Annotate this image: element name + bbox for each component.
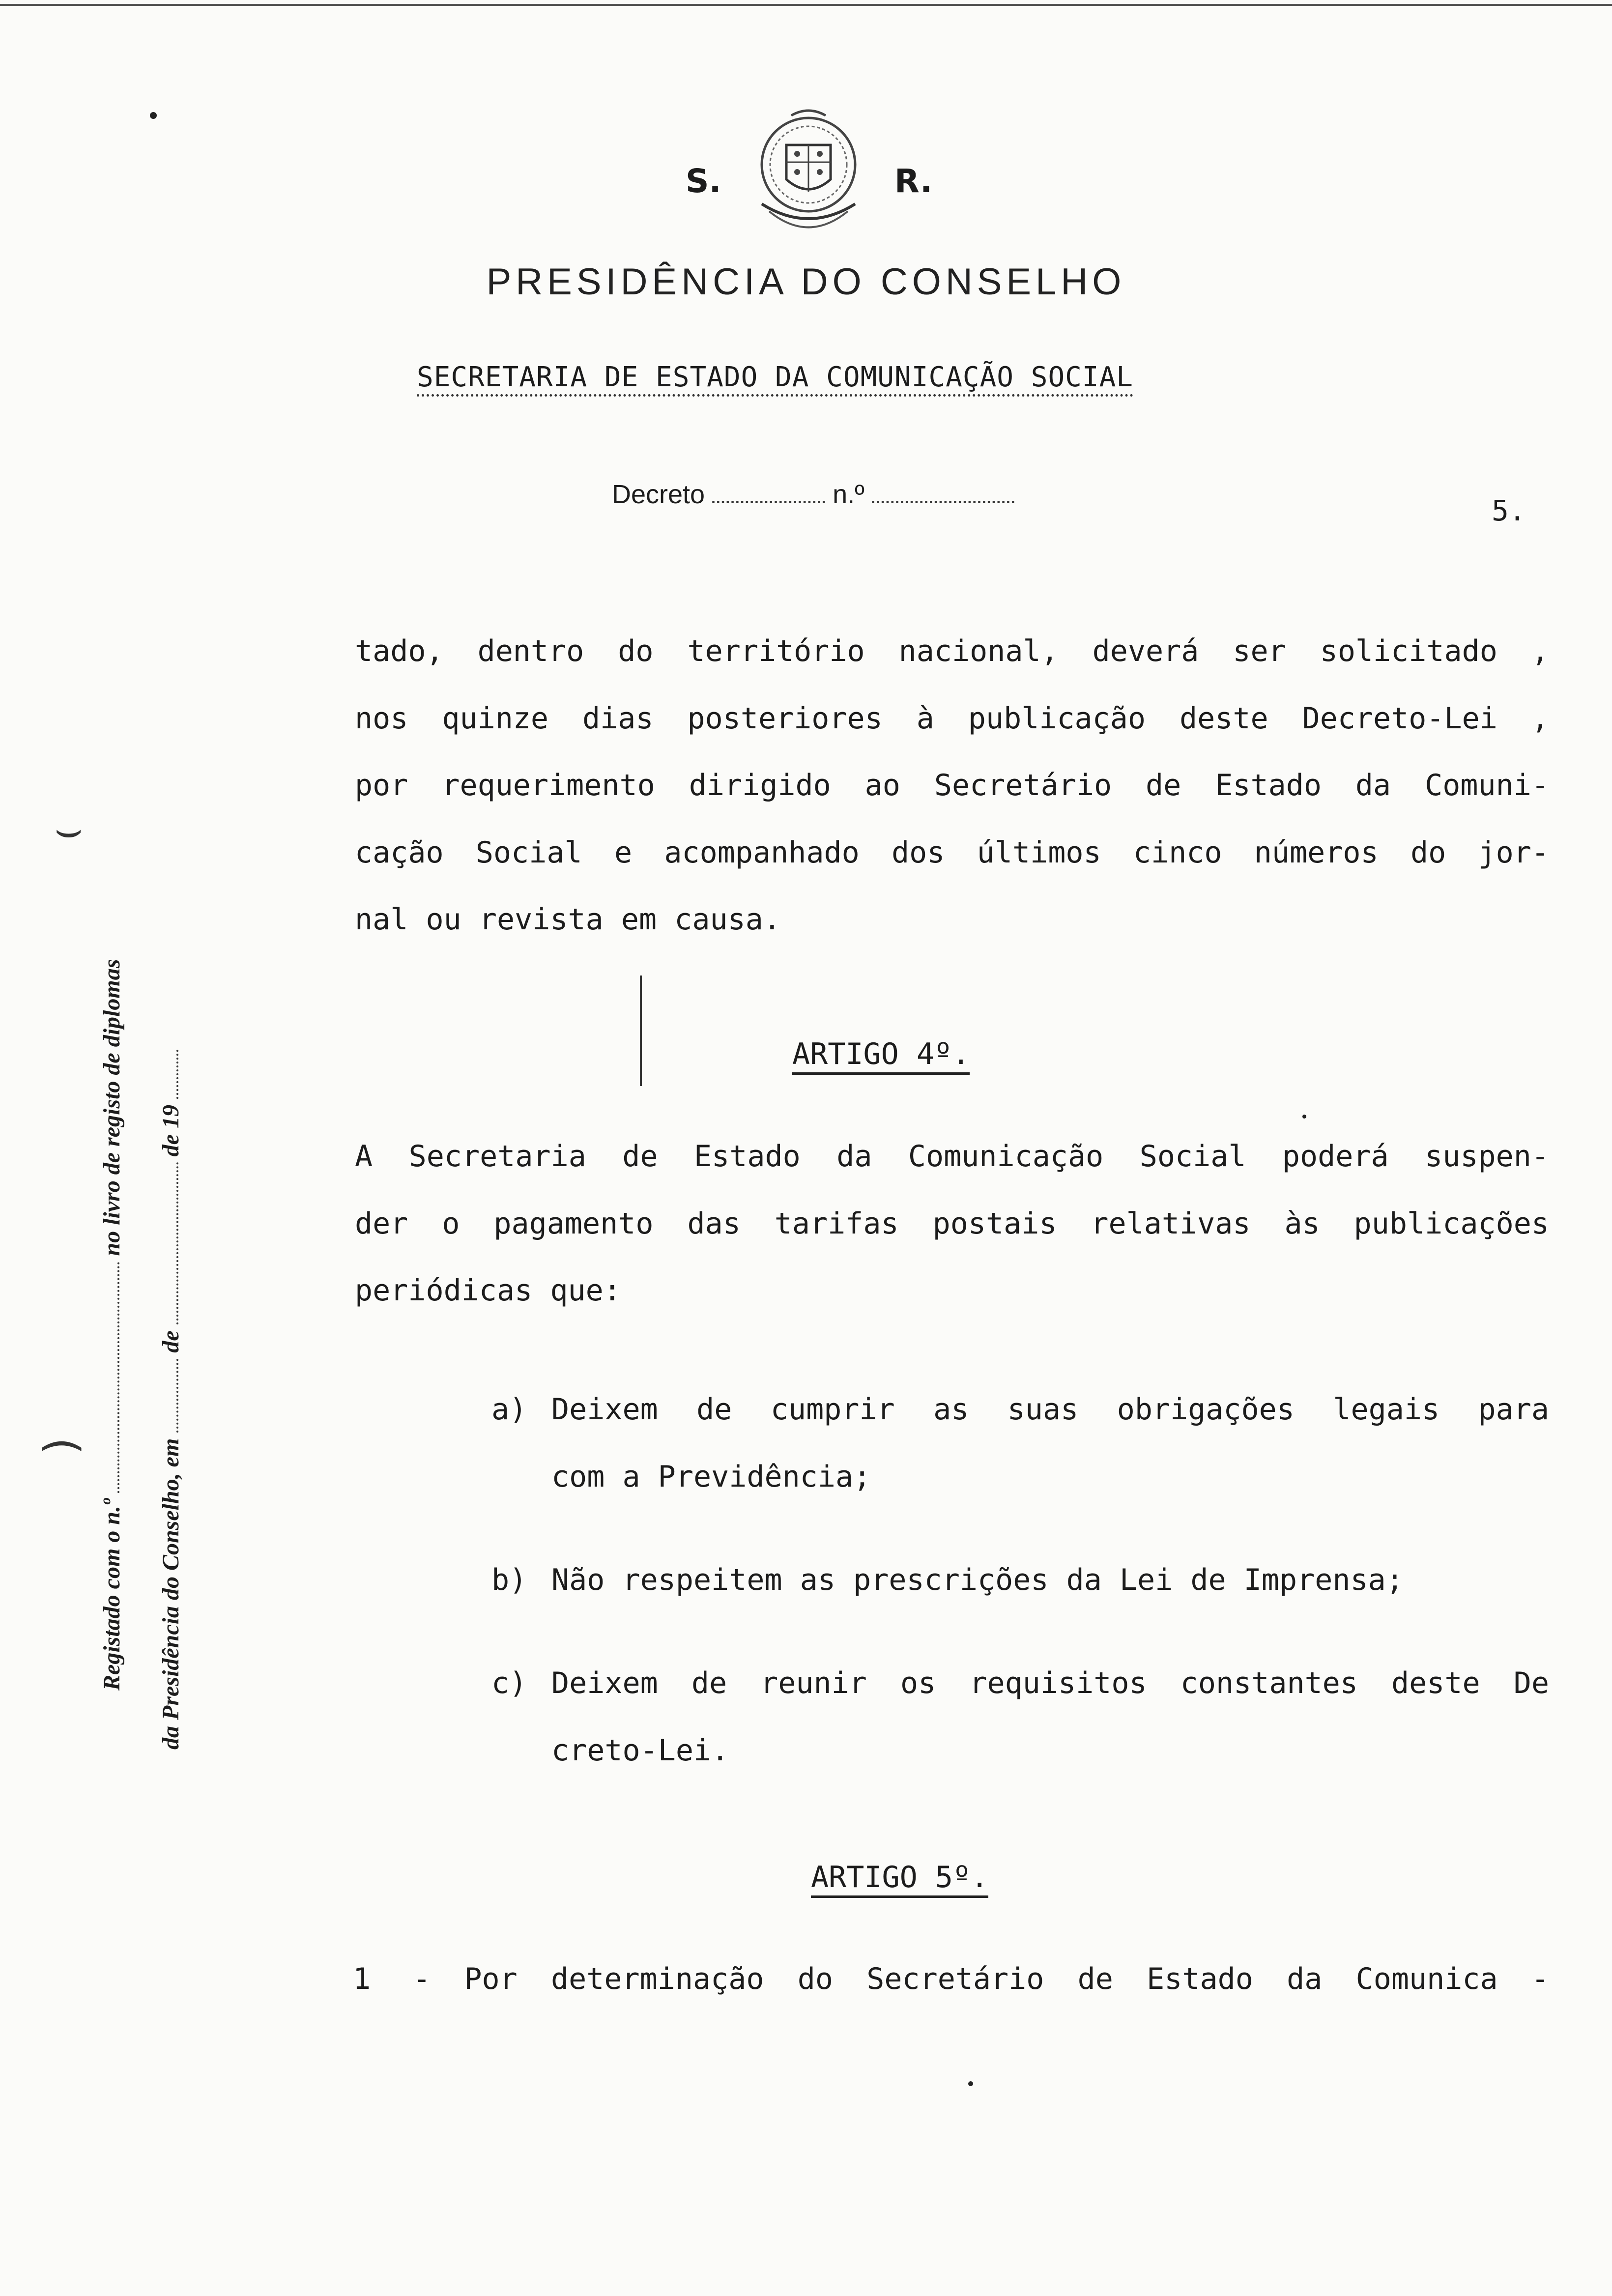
margin-registry-line [98,959,125,1691]
item-b-line: Não respeitem as prescrições da Lei de Imprensa; [551,1563,1404,1597]
margin-presidency-mid: de [158,1330,184,1353]
margin-registry-prefix: Registado com o n.º [99,1498,125,1691]
margin-registry-suffix: no livro de registo de diplomas [99,959,125,1256]
margin-mark: ( [37,1437,89,1455]
article-4-heading: ARTIGO 4º. [792,1037,970,1075]
scan-speck [150,112,157,119]
header-initial-s: S. [686,162,721,200]
article-5-line-number: 1 [353,1962,371,1996]
intro-line: cação Social e acompanhado dos últimos cinco números do jor- [355,835,1549,870]
secretariat-title: SECRETARIA DE ESTADO DA COMUNICAÇÃO SOCIAL [417,361,1133,397]
item-marker-b: b) [491,1563,527,1597]
scan-speck [1302,1115,1306,1119]
article-4-line: A Secretaria de Estado da Comunicação Social poderá suspen- [355,1139,1549,1174]
item-a-line: Deixem de cumprir as suas obrigações legais para [551,1392,1549,1427]
page-number: 5. [1492,494,1526,527]
item-c-line: Deixem de reunir os requisitos constantes deste De [551,1666,1549,1700]
decree-label: Decreto [612,480,705,509]
intro-line: por requerimento dirigido ao Secretário de Estado da Comuni- [355,768,1549,803]
scan-speck [968,2081,973,2086]
article-5-heading: ARTIGO 5º. [811,1860,988,1898]
coat-of-arms-seal-icon [742,106,875,248]
margin-blank [173,1359,178,1433]
decree-field [612,479,1014,510]
header-initial-r: R. [894,162,933,200]
intro-line: nal ou revista em causa. [355,902,781,937]
margin-blank [114,1262,119,1493]
decree-number-blank [872,496,1014,503]
margin-presidency-line [157,1050,184,1750]
article-4-line: der o pagamento das tarifas postais relativas às publicações [355,1206,1549,1241]
article-5-line: - Por determinação do Secretário de Estado da Comunica - [413,1962,1549,1996]
margin-stroke [640,976,642,1086]
margin-blank [173,1050,178,1099]
item-c-line: creto-Lei. [551,1733,729,1768]
decree-blank [712,496,825,503]
margin-presidency-suffix: de 19 [158,1105,184,1157]
top-border-line [0,4,1612,6]
margin-blank [173,1162,178,1324]
item-a-line: com a Previdência; [551,1460,871,1494]
item-marker-a: a) [491,1392,527,1427]
item-marker-c: c) [491,1666,527,1700]
margin-presidency-prefix: da Presidência do Conselho, em [158,1438,184,1750]
decree-number-label: n.º [833,480,864,509]
margin-mark: ⌣ [54,804,84,855]
intro-line: nos quinze dias posteriores à publicação deste Decreto-Lei , [355,701,1549,736]
presidency-title: PRESIDÊNCIA DO CONSELHO [486,261,1126,303]
article-4-line: periódicas que: [355,1273,621,1308]
intro-line: tado, dentro do território nacional, deverá ser solicitado , [355,634,1549,668]
